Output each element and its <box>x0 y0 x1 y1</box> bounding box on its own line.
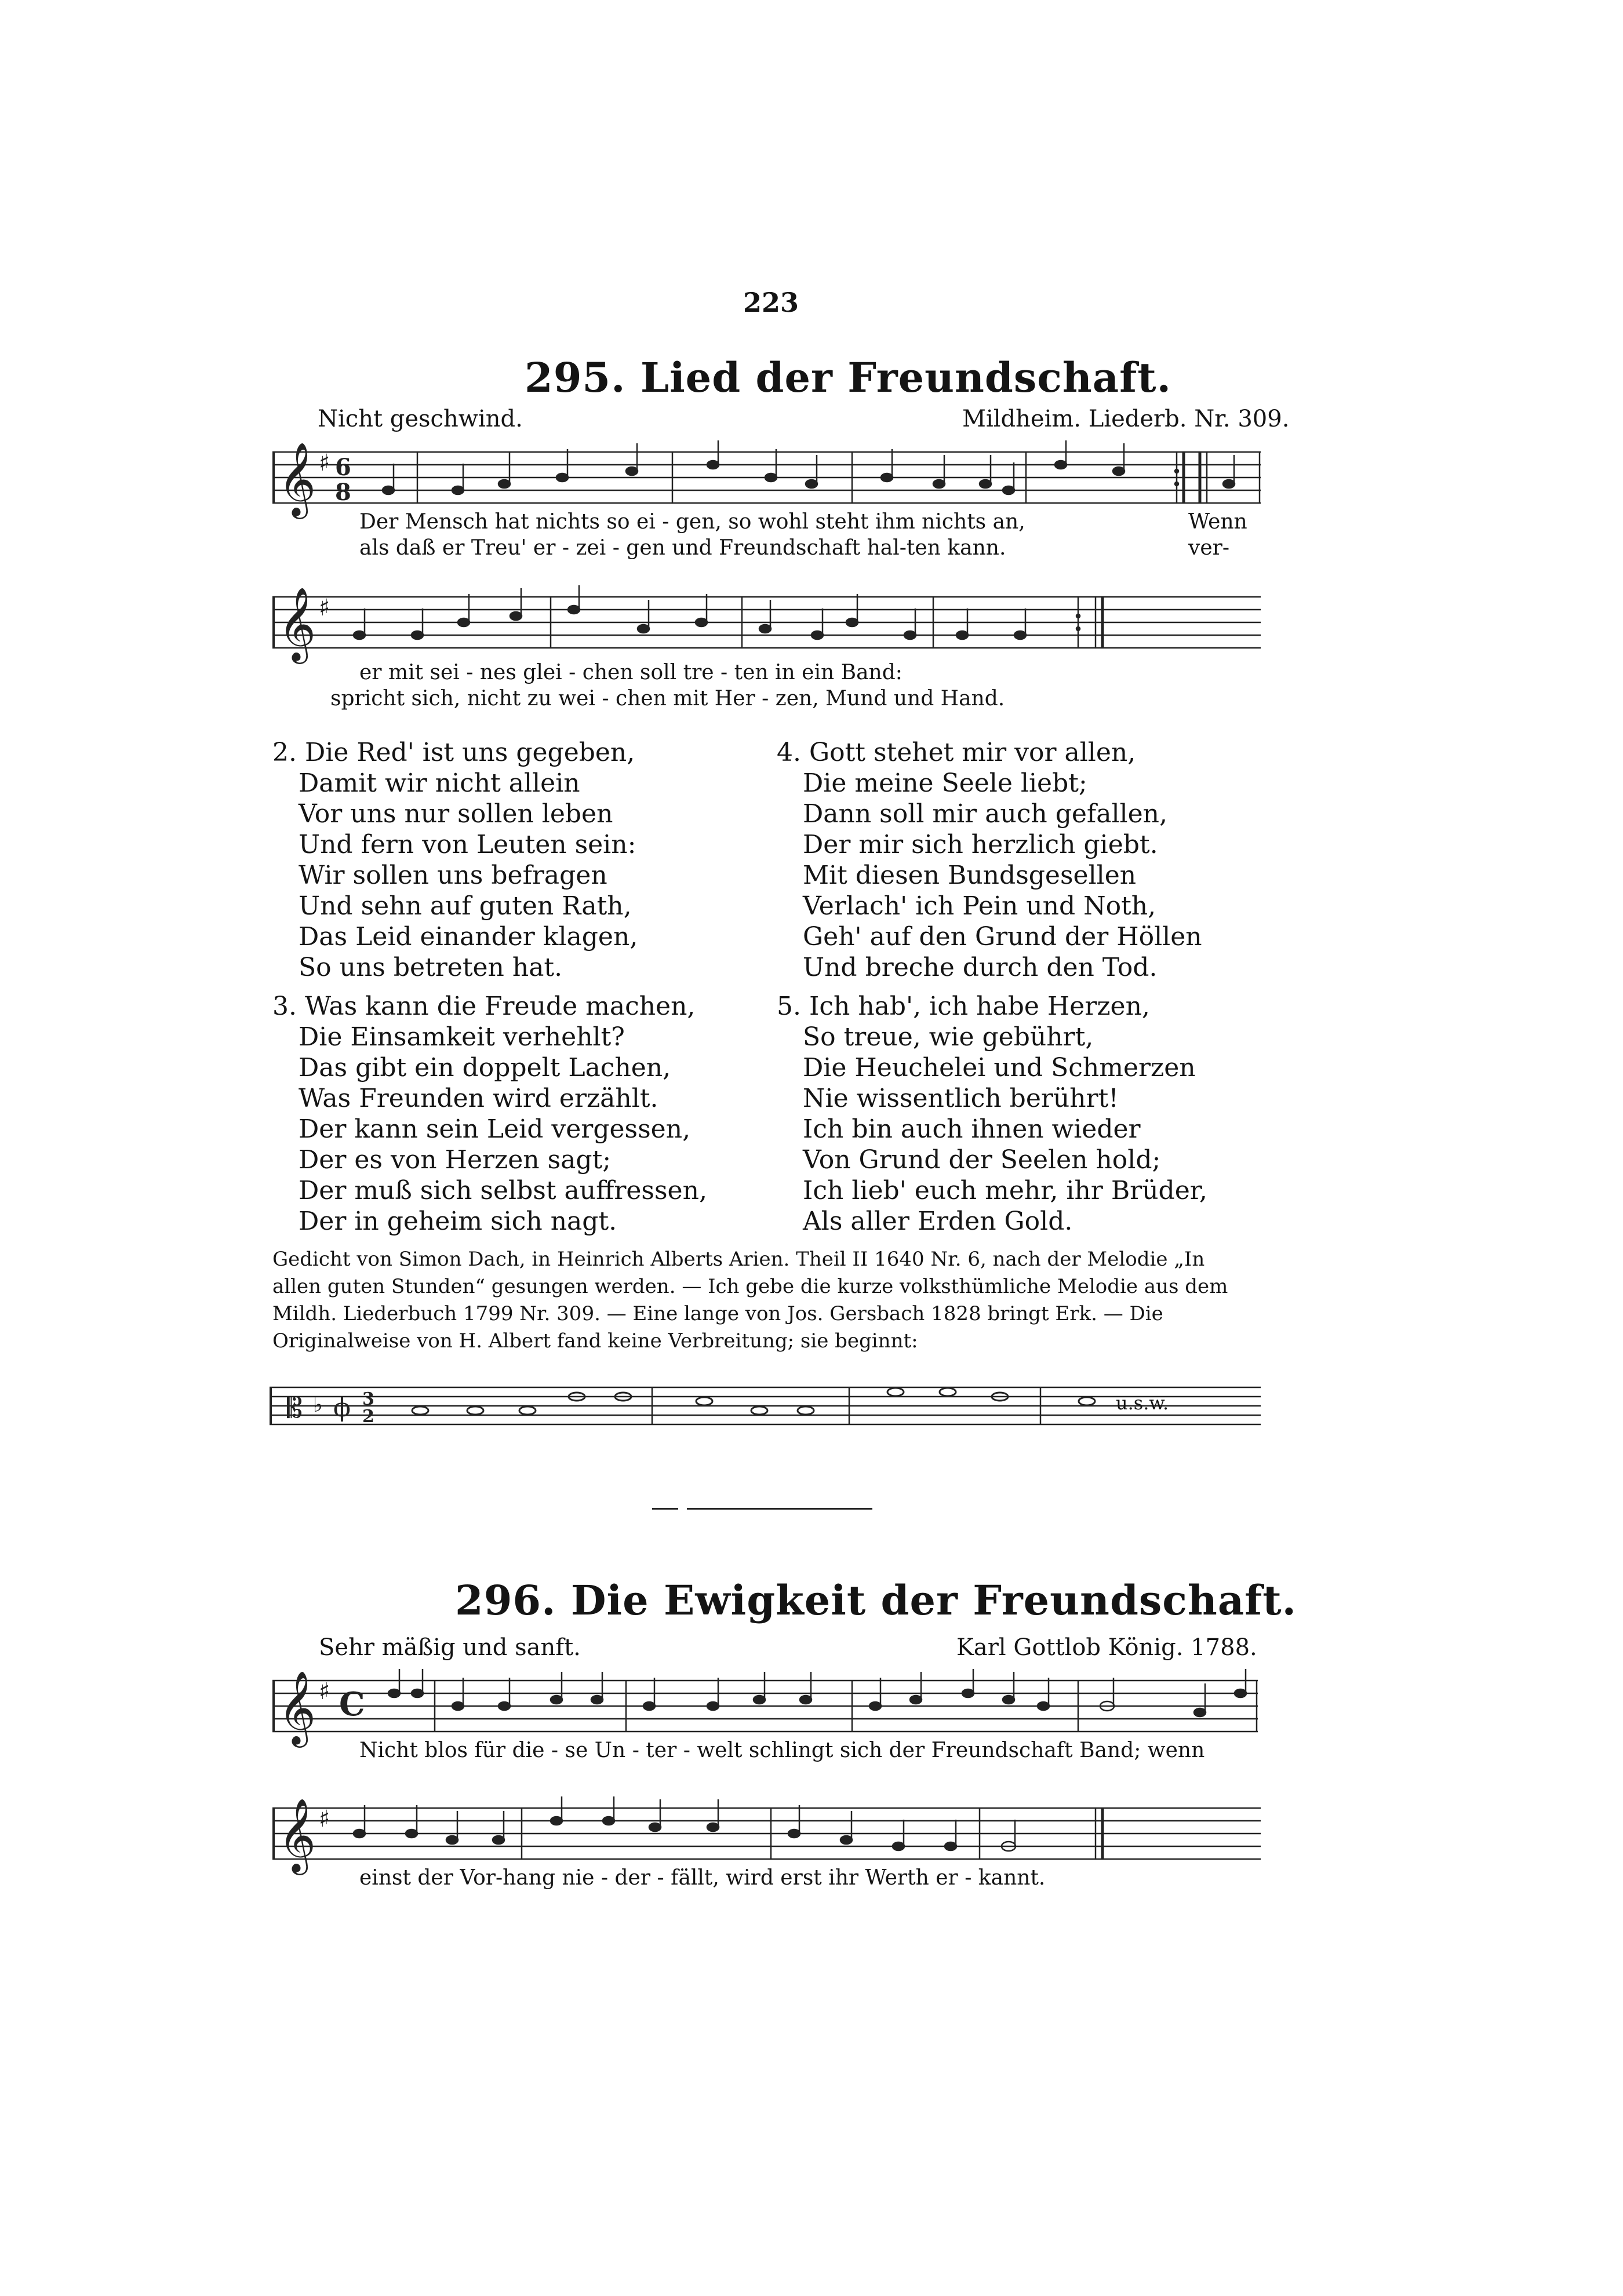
verse-line: Die Einsamkeit verhehlt? <box>299 1022 625 1052</box>
verse-line: 5. Ich hab', ich habe Herzen, <box>777 992 1150 1021</box>
verse-line: So uns betreten hat. <box>299 953 563 982</box>
verse-line: Der in geheim sich nagt. <box>299 1207 617 1236</box>
svg-text:6: 6 <box>335 454 351 481</box>
verse-line: Die meine Seele liebt; <box>803 768 1087 798</box>
song-295-staff-2 <box>272 585 1269 672</box>
verse-line: Was Freunden wird erzählt. <box>299 1084 658 1113</box>
svg-text:♯: ♯ <box>319 450 330 476</box>
incipit-suffix: u.s.w. <box>1116 1392 1169 1414</box>
svg-text:♯: ♯ <box>319 1678 330 1705</box>
song-296-source: Karl Gottlob König. 1788. <box>956 1634 1257 1661</box>
verse-line: Damit wir nicht allein <box>299 768 580 798</box>
verse-line: Mit diesen Bundsgesellen <box>803 861 1137 890</box>
song-295-title: 295. Lied der Freundschaft. <box>525 353 1171 402</box>
verse-line: Dann soll mir auch gefallen, <box>803 799 1167 829</box>
verse-line: Ich bin auch ihnen wieder <box>803 1114 1141 1144</box>
verse-3 <box>272 991 707 1237</box>
verse-line: Nie wissentlich berührt! <box>803 1084 1119 1113</box>
svg-text:𝄞: 𝄞 <box>278 1670 316 1744</box>
verse-line: Die Heuchelei und Schmerzen <box>803 1053 1196 1083</box>
verse-line: Von Grund der Seelen hold; <box>803 1145 1161 1175</box>
verse-line: Der mir sich herzlich giebt. <box>803 830 1158 859</box>
verse-line: Das gibt ein doppelt Lachen, <box>299 1053 671 1083</box>
svg-text:ϕ: ϕ <box>333 1393 351 1423</box>
song-296-lyrics-1: Nicht blos für die - se Un - ter - welt schlingt sich der Freundschaft Band; wenn <box>359 1739 1205 1762</box>
verse-line: Der kann sein Leid vergessen, <box>299 1114 691 1144</box>
song-295-lyrics-1d: ver- <box>1188 536 1230 560</box>
page-number: 223 <box>743 287 799 318</box>
song-295-lyrics-2b: spricht sich, nicht zu wei - chen mit Her - zen, Mund und Hand. <box>330 687 1005 710</box>
verse-line: Ich lieb' euch mehr, ihr Brüder, <box>803 1176 1207 1205</box>
svg-text:𝄞: 𝄞 <box>278 1798 316 1872</box>
song-295-lyrics-1a: Der Mensch hat nichts so ei - gen, so wohl steht ihm nichts an, <box>359 510 1025 534</box>
svg-text:𝄞: 𝄞 <box>278 586 316 661</box>
song-295-tempo: Nicht geschwind. <box>318 406 523 432</box>
verse-line: Der es von Herzen sagt; <box>299 1145 612 1175</box>
verse-4 <box>777 737 1202 983</box>
song-296-title: 296. Die Ewigkeit der Freundschaft. <box>455 1576 1297 1624</box>
song-295-source: Mildheim. Liederb. Nr. 309. <box>962 406 1290 432</box>
verse-line: Und fern von Leuten sein: <box>299 830 636 859</box>
svg-text:𝄡: 𝄡 <box>287 1392 303 1424</box>
verse-line: 3. Was kann die Freude machen, <box>272 992 696 1021</box>
verse-line: Wir sollen uns befragen <box>299 861 607 890</box>
song-295-lyrics-1b: als daß er Treu' er - zei - gen und Freundschaft hal-ten kann. <box>359 536 1006 560</box>
verse-line: Der muß sich selbst auffressen, <box>299 1176 707 1205</box>
svg-text:3: 3 <box>362 1389 374 1409</box>
verse-line: Geh' auf den Grund der Höllen <box>803 922 1202 952</box>
svg-text:𝄞: 𝄞 <box>278 442 316 516</box>
song-295-lyrics-1c: Wenn <box>1188 510 1247 534</box>
verse-line: 4. Gott stehet mir vor allen, <box>777 738 1136 767</box>
verse-line: Als aller Erden Gold. <box>803 1207 1073 1236</box>
verse-line: So treue, wie gebührt, <box>803 1022 1094 1052</box>
svg-text:♯: ♯ <box>319 595 330 621</box>
song-296-lyrics-2: einst der Vor-hang nie - der - fällt, wird erst ihr Werth er - kannt. <box>359 1866 1046 1890</box>
verse-line: Vor uns nur sollen leben <box>299 799 613 829</box>
svg-text:C: C <box>339 1685 365 1723</box>
song-295-note: Gedicht von Simon Dach, in Heinrich Alberts Arien. Theil II 1640 Nr. 6, nach der Melodie „In allen guten Stunden“ gesungen werden. — Ich gebe die kurze volksthümliche Melodie aus dem Mildh. Liederbuch 1799 Nr. 309. — Eine lange von Jos. Gersbach 1828 bringt Erk. — Die Originalweise von H. Albert fand keine Verbreitung; sie beginnt: <box>272 1248 1228 1353</box>
svg-text:2: 2 <box>362 1406 374 1427</box>
verse-line: 2. Die Red' ist uns gegeben, <box>272 738 635 767</box>
verse-line: Und breche durch den Tod. <box>803 953 1158 982</box>
song-296-tempo: Sehr mäßig und sanft. <box>319 1634 581 1661</box>
svg-text:♯: ♯ <box>319 1806 330 1832</box>
song-295-lyrics-2a: er mit sei - nes glei - chen soll tre - ten in ein Band: <box>359 661 903 684</box>
separator-long <box>687 1508 872 1510</box>
svg-text:♭: ♭ <box>313 1393 323 1417</box>
svg-text:8: 8 <box>335 479 351 506</box>
verse-2 <box>272 737 638 983</box>
separator-short <box>652 1508 678 1510</box>
verse-line: Und sehn auf guten Rath, <box>299 891 632 921</box>
verse-5 <box>777 991 1207 1237</box>
verse-line: Das Leid einander klagen, <box>299 922 638 952</box>
verse-line: Verlach' ich Pein und Noth, <box>803 891 1156 921</box>
